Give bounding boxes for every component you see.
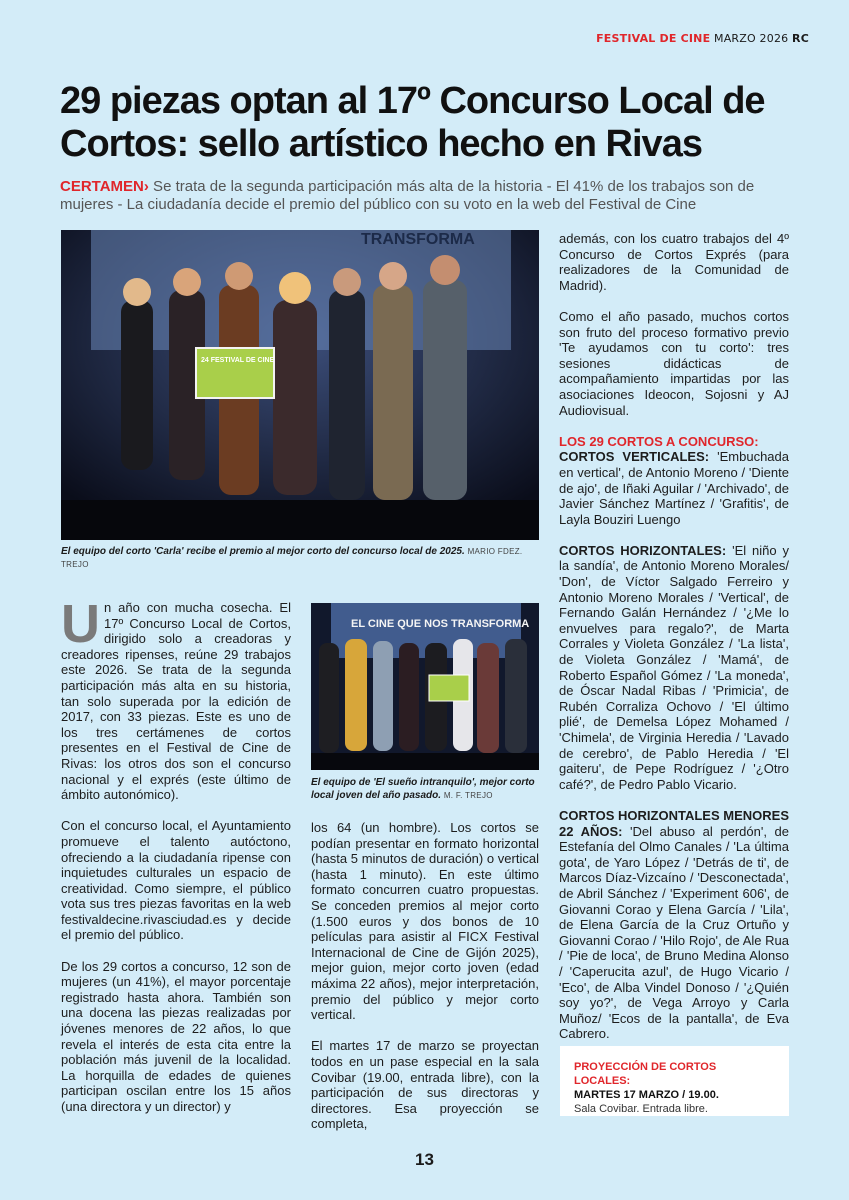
photo2-backdrop-text: EL CINE QUE NOS TRANSFORMA [351, 618, 530, 630]
page-number: 13 [415, 1150, 434, 1169]
photo1-caption-text: El equipo del corto 'Carla' recibe el premio al mejor corto del concurso local de 2025. [61, 546, 465, 557]
vertical-shorts-heading: CORTOS VERTICALES: [559, 449, 710, 465]
paragraph: además, con los cuatro trabajos del 4º Concurso de Cortos Exprés (para realizadores de la Comunidad de Madrid). [559, 231, 789, 293]
young-award-photo-illustration [311, 603, 539, 770]
horizontal-shorts-heading: CORTOS HORIZONTALES: [559, 542, 727, 558]
article-column-1 [61, 594, 291, 1130]
paragraph: Como el año pasado, muchos cortos son fruto del proceso formativo previo 'Te ayudamos con tu corto': tres sesiones didácticas de acompañamiento impartidas por las asociaciones Ideocon, Sojosni y AJ Audiovisual. [559, 308, 789, 418]
award-photo [61, 230, 539, 540]
young-shorts-heading: CORTOS HORIZONTALES MENORES 22 AÑOS: [559, 807, 789, 839]
photo2-credit: M. F. TREJO [443, 791, 493, 800]
article-column-2 [311, 820, 539, 1147]
screening-date: MARTES 17 MARZO / 19.00. [574, 1089, 719, 1101]
article-title: 29 piezas optan al 17º Concurso Local de Cortos: sello artístico hecho en Rivas [60, 80, 765, 165]
shorts-list-heading: LOS 29 CORTOS A CONCURSO: [559, 433, 759, 449]
drop-cap: U [61, 594, 100, 654]
magazine-logo: RC [792, 32, 809, 45]
screening-info-box [560, 1046, 789, 1116]
shorts-list-vertical: LOS 29 CORTOS A CONCURSO: CORTOS VERTICALES: 'Embuchada en vertical', de Antonio Moreno / 'Diente de ajo', de Iñaki Aguilar / 'Archivado', de Javier Sánchez Martínez / 'Grafitis', de Layla Bouziri Luengo [559, 433, 789, 527]
screening-title: PROYECCIÓN DE CORTOS LOCALES: [574, 1061, 717, 1087]
paragraph: Un año con mucha cosecha. El 17º Concurso Local de Cortos, dirigido solo a creadoras y creadores ripenses, reúne 29 trabajos este 2026. Se trata de la segunda participación más alta en su historia, tan solo superada por la edición de 2017, con 33 piezas. Este es uno de los tres certámenes de cortos presentes en el Festival de Cine de Rivas: los otros dos son el concurso nacional y el exprés (este último de ámbito autonómico). [61, 594, 291, 803]
article-column-3 [559, 231, 789, 1057]
photo2-caption [311, 776, 541, 802]
shorts-list-young: CORTOS HORIZONTALES MENORES 22 AÑOS: 'Del abuso al perdón', de Estefanía del Olmo Canales / 'La última gota', de Yaro López / 'Detrás de ti', de Marcos Díaz-Vizcaíno / 'Desconectada', de Abril Sánchez / 'Experiment 606', de Giovanni Corao y Elena García / 'Lila', de Elena García de la Cruz Ortuño y Giovanni Corao / 'Hilo Rojo', de Ale Rua / 'Pie de loca', de Bruno Medina Alonso / 'Caperucita azul', de Hugo Vicario / 'Eco', de Alba Vindel Donoso / '¿Quién soy yo?', de Vega Arroyo y Carla Muñoz/ 'Ecos de la pantalla', de Eva Cabrero. [559, 807, 789, 1042]
paragraph: De los 29 cortos a concurso, 12 son de mujeres (un 41%), el mayor porcentaje registrado hasta ahora. También son una docena las piezas realizadas por jóvenes menores de 22 años, lo que revela el interés de esta cita entre la población más juvenil de la localidad. La horquilla de edades de quienes participan oscilan entre los 15 años (una directora y un director) y [61, 958, 291, 1114]
paragraph: Con el concurso local, el Ayuntamiento promueve el talento autóctono, ofreciendo a la ciudadanía ripense con inquietudes culturales un espacio de creatividad. Como siempre, el público vota sus tres piezas favoritas en la web festivaldecine.rivasciudad.es y decide el premio del público. [61, 818, 291, 943]
photo1-caption [61, 545, 541, 571]
photo1-credit: MARIO FDEZ. TREJO [61, 547, 523, 569]
award-photo-illustration [61, 230, 539, 540]
lead-text: Se trata de la segunda participación más alta de la historia - El 41% de los trabajos son de mujeres - La ciudadanía decide el premio del público con su voto en la web del Festival de Cine [60, 178, 755, 213]
article-lead [60, 178, 790, 214]
photo2-caption-text: El equipo de 'El sueño intranquilo', mejor corto local joven del año pasado. [311, 777, 535, 801]
young-award-photo [311, 603, 539, 770]
photo1-backdrop-text: TRANSFORMA [361, 231, 475, 248]
shorts-list-horizontal: CORTOS HORIZONTALES: 'El niño y la sandía', de Antonio Moreno Morales/ 'Don', de Víctor Salgado Ferreiro y Antonio Moreno Morales / 'Vertical', de Fernando Galán Hernández / '¿Me lo envuelves para regalo?', de Marta Corrales y Violeta González / 'La lista', de Violeta González / 'Mamá', de Roberto Español Gómez / 'La moneda', de Óscar Nadal Ribas / 'Primicia', de Rubén Corraliza Ochovo / 'El último plié', de Demelsa López Mohamed / 'Chimela', de Virginia Heredia / 'Lavado de cerebro', de Pablo Heredia / 'El gaiteru', de Pepe Rodríguez / '¿Otro café?', de Pedro Pablo Vicario. [559, 542, 789, 792]
screening-venue: Sala Covibar. Entrada libre. [574, 1103, 708, 1115]
paragraph: El martes 17 de marzo se proyectan todos en un pase especial en la sala Covibar (19.00, entrada libre), con la participación de sus directoras y directores. Esa proyección se completa, [311, 1038, 539, 1132]
section-label: FESTIVAL DE CINE [596, 32, 711, 45]
lead-tag: CERTAMEN› [60, 178, 149, 195]
paragraph: los 64 (un hombre). Los cortos se podían presentar en formato horizontal (hasta 5 minutos de duración) o vertical (hasta 1 minuto). En este último formato concurren cuatro propuestas. Se conceden premios al mejor corto (1.500 euros y dos bonos de 10 películas para asistir al FICX Festival Internacional de Cine de Gijón 2025), mejor guion, mejor corto joven (edad máxima 22 años), mejor interpretación, premio del público y mejor corto vertical. [311, 820, 539, 1023]
page-header [596, 32, 809, 45]
issue-date: MARZO 2026 [714, 32, 789, 45]
photo1-sign-text: 24 FESTIVAL DE CINE [201, 357, 275, 364]
